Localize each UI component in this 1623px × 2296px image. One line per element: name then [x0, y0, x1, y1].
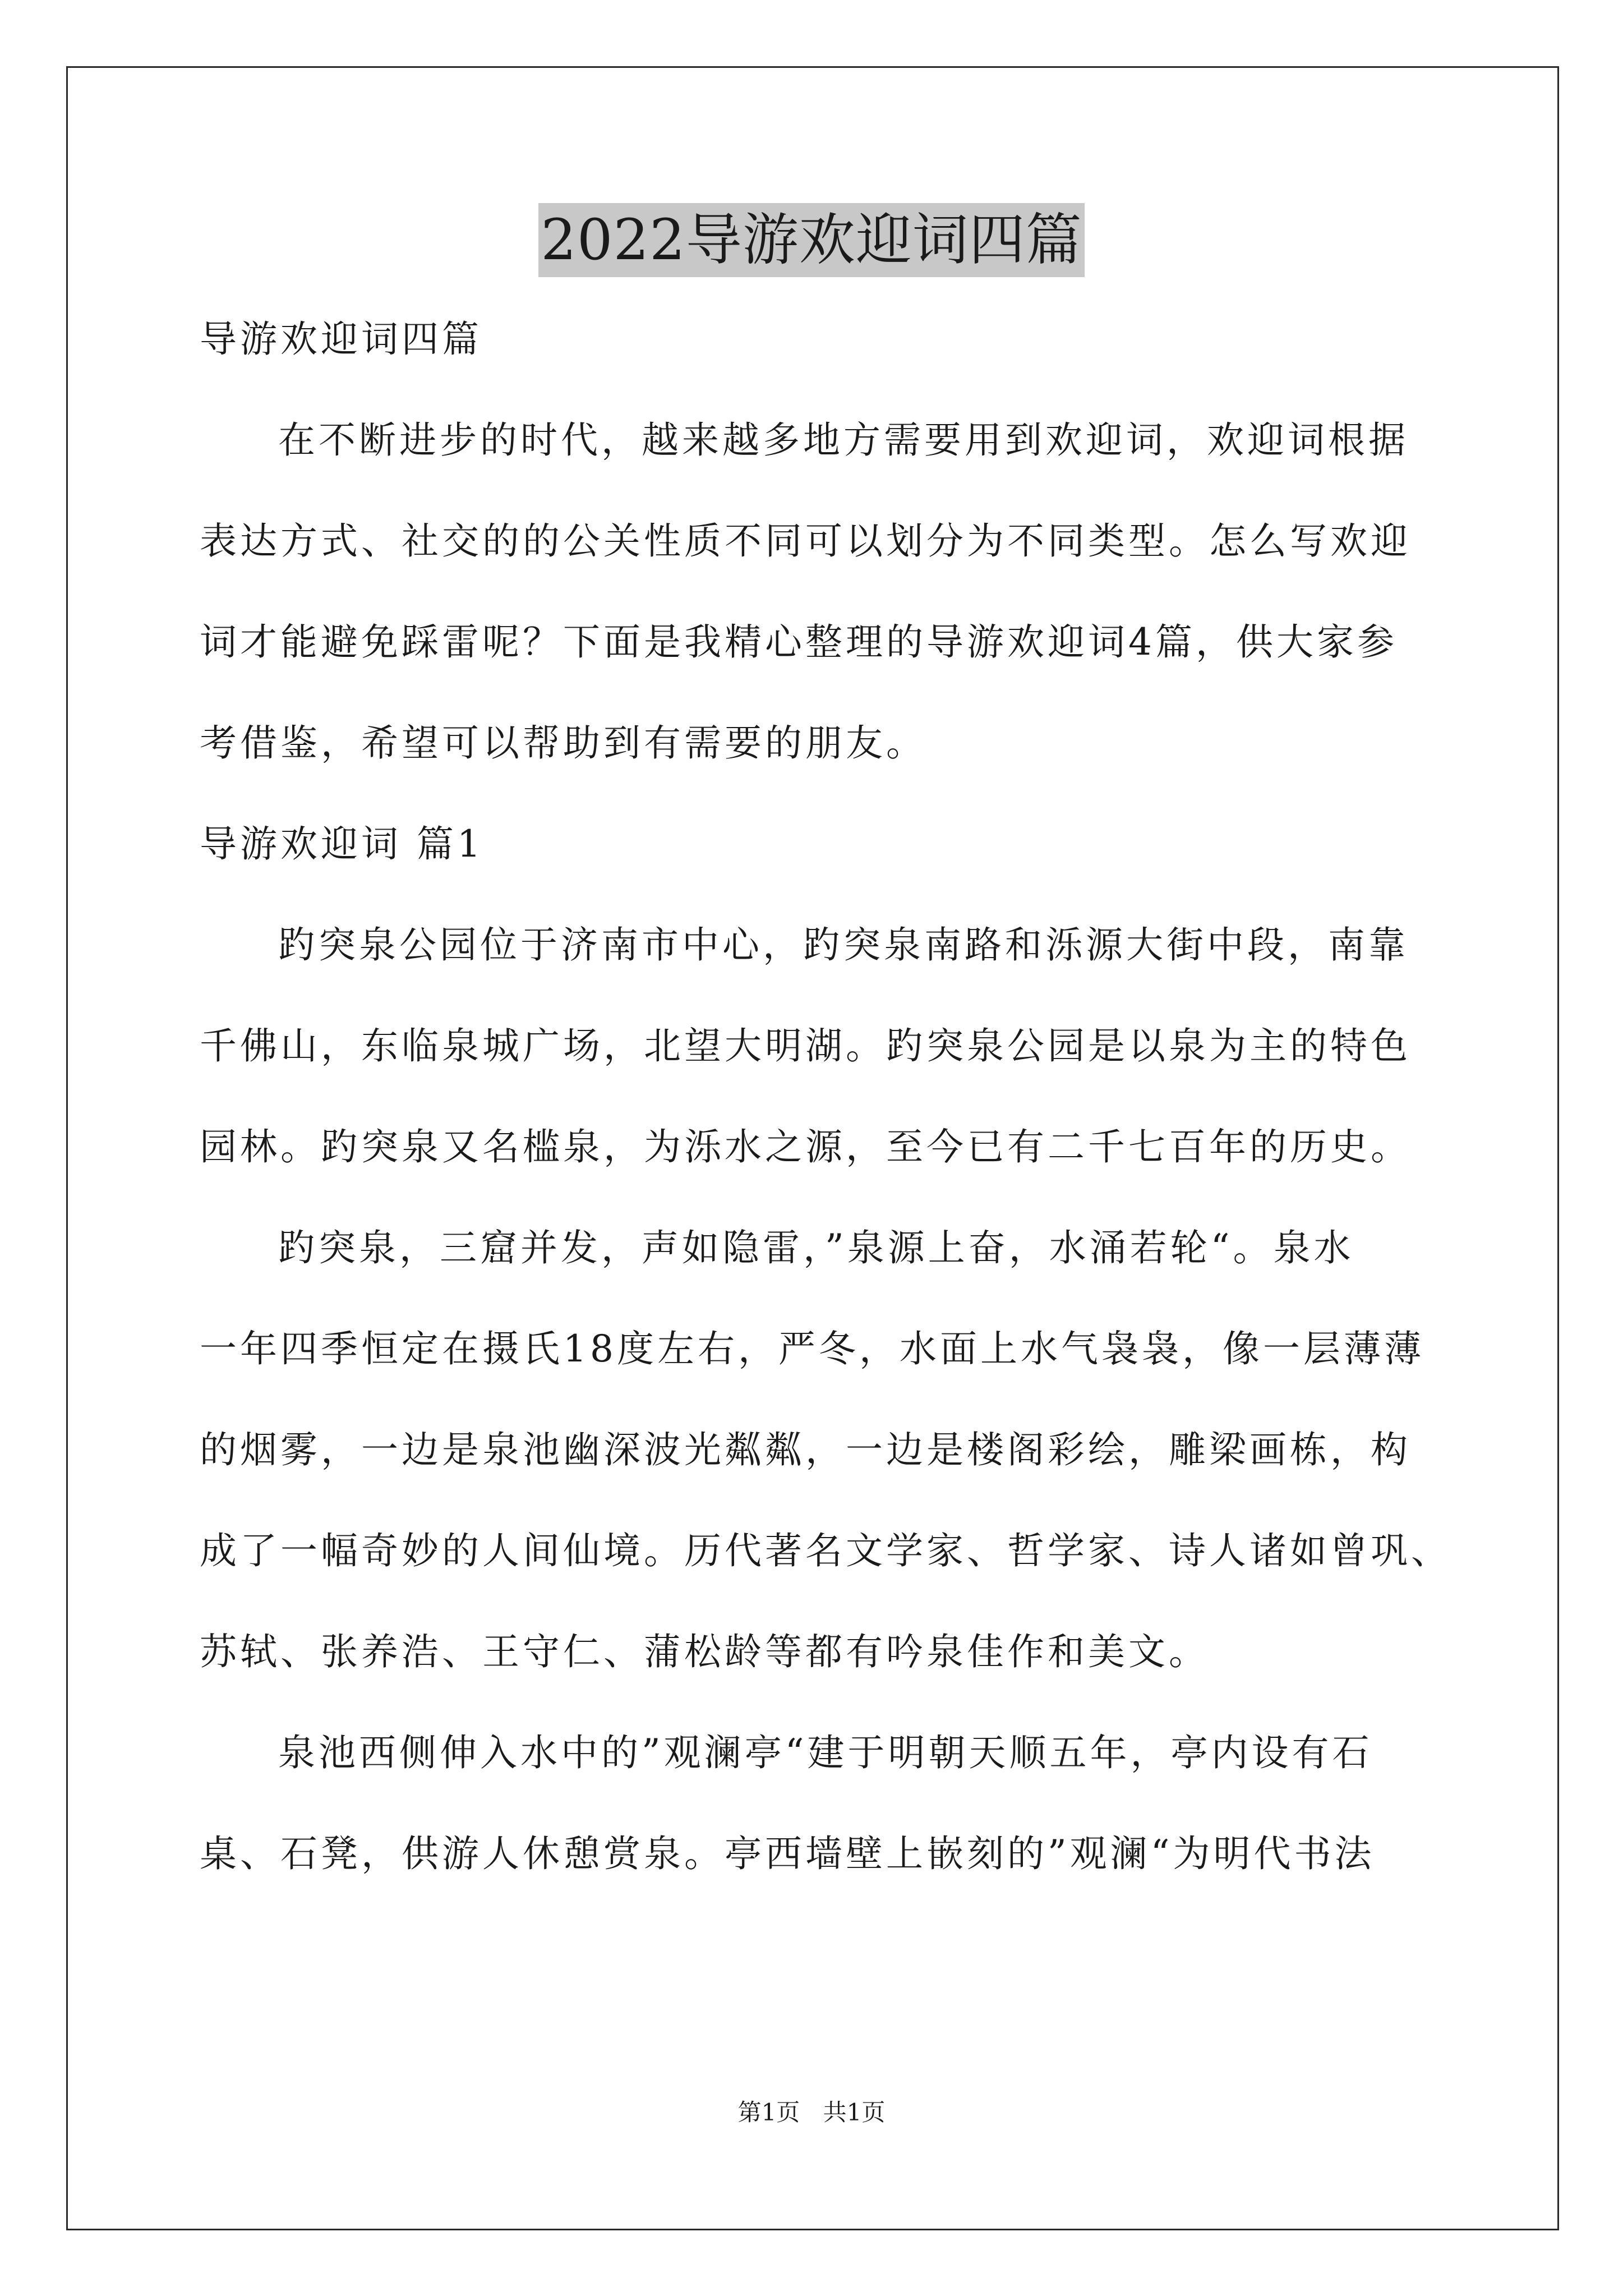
paragraph-line: 在不断进步的时代，越来越多地方需要用到欢迎词，欢迎词根据: [278, 418, 1409, 462]
paragraph-line: 千佛山，东临泉城广场，北望大明湖。趵突泉公园是以泉为主的特色: [200, 1024, 1411, 1068]
paragraph-line: 趵突泉，三窟并发，声如隐雷，”泉源上奋，水涌若轮“。泉水: [278, 1226, 1354, 1269]
title-container: [0, 203, 1623, 277]
document-title: 2022导游欢迎词四篇: [538, 203, 1085, 277]
section-heading: 导游欢迎词 篇1: [200, 822, 484, 866]
paragraph-line: 成了一幅奇妙的人间仙境。历代著名文学家、哲学家、诗人诸如曾巩、: [200, 1529, 1451, 1572]
paragraph-line: 词才能避免踩雷呢？下面是我精心整理的导游欢迎词4篇，供大家参: [200, 620, 1398, 664]
paragraph-line: 苏轼、张养浩、王守仁、蒲松龄等都有吟泉佳作和美文。: [200, 1630, 1209, 1673]
paragraph-line: 一年四季恒定在摄氏18度左右，严冬，水面上水气袅袅，像一层薄薄: [200, 1327, 1424, 1370]
page-total: 共1页: [823, 2099, 886, 2126]
paragraph-line: 的烟雾，一边是泉池幽深波光粼粼，一边是楼阁彩绘，雕梁画栋，构: [200, 1428, 1411, 1471]
paragraph-line: 园林。趵突泉又名槛泉，为泺水之源，至今已有二千七百年的历史。: [200, 1125, 1411, 1168]
paragraph-line: 趵突泉公园位于济南市中心，趵突泉南路和泺源大街中段，南靠: [278, 923, 1409, 967]
paragraph-line: 泉池西侧伸入水中的”观澜亭“建于明朝天顺五年，亭内设有石: [278, 1731, 1373, 1774]
subtitle-heading: 导游欢迎词四篇: [200, 318, 482, 361]
paragraph-line: 桌、石凳，供游人休憩赏泉。亭西墙壁上嵌刻的”观澜“为明代书法: [200, 1832, 1375, 1875]
document-body: [200, 314, 1473, 1930]
paragraph-line: 表达方式、社交的的公关性质不同可以划分为不同类型。怎么写欢迎: [200, 519, 1411, 563]
page-footer: [0, 2096, 1623, 2129]
paragraph-line: 考借鉴，希望可以帮助到有需要的朋友。: [200, 721, 926, 765]
page-number: 第1页: [737, 2099, 800, 2126]
